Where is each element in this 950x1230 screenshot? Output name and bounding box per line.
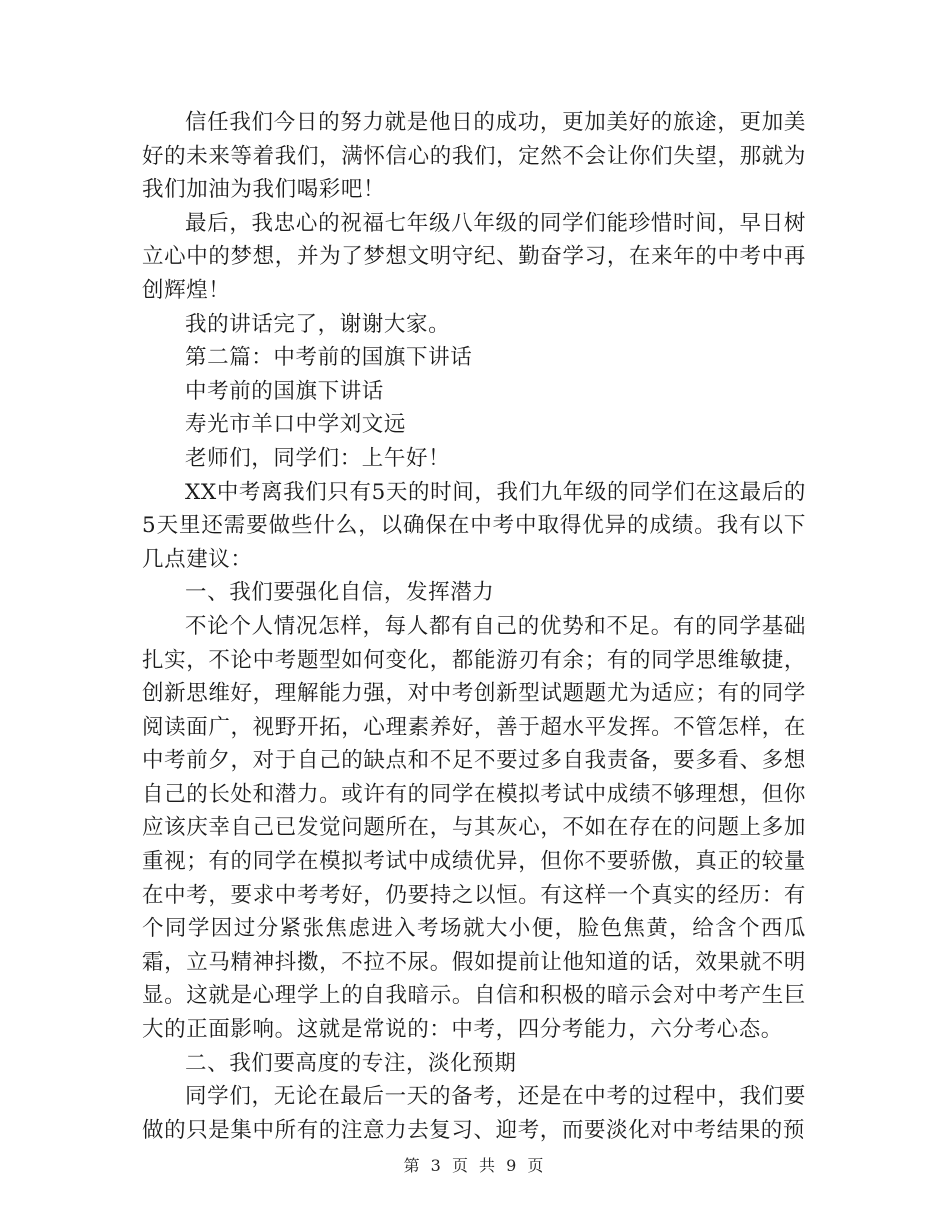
paragraph-closing-wishes: 最后，我忠心的祝福七年级八年级的同学们能珍惜时间，早日树立心中的梦想，并为了梦想文明守纪、勤奋学习，在来年的中考中再创辉煌！: [142, 210, 806, 303]
paragraph-point-two: 同学们，无论在最后一天的备考，还是在中考的过程中，我们要做的只是集中所有的注意力去复习、迎考，而要淡化对中考结果的预: [142, 1084, 806, 1143]
speech-author: 寿光市羊口中学刘文远: [185, 412, 407, 438]
section-heading-part-two: 第二篇：中考前的国旗下讲话: [185, 345, 473, 371]
point-heading-one: 一、我们要强化自信，发挥潜力: [185, 580, 495, 606]
speech-title: 中考前的国旗下讲话: [185, 378, 384, 404]
paragraph-confidence: 信任我们今日的努力就是他日的成功，更加美好的旅途，更加美好的未来等着我们，满怀信心的我们，定然不会让你们失望，那就为我们加油为我们喝彩吧！: [142, 110, 806, 203]
point-heading-two: 二、我们要高度的专注，淡化预期: [185, 1050, 517, 1076]
paragraph-intro: XX中考离我们只有5天的时间，我们九年级的同学们在这最后的5天里还需要做些什么，以确保在中考中取得优异的成绩。我有以下几点建议：: [142, 479, 806, 572]
document-body: [142, 106, 806, 1147]
paragraph-point-one: 不论个人情况怎样，每人都有自己的优势和不足。有的同学基础扎实，不论中考题型如何变化，都能游刃有余；有的同学思维敏捷，创新思维好，理解能力强，对中考创新型试题题尤为适应；有的同学阅读面广，视野开拓，心理素养好，善于超水平发挥。不管怎样，在中考前夕，对于自己的缺点和不足不要过多自我责备，要多看、多想自己的长处和潜力。或许有的同学在模拟考试中成绩不够理想，但你应该庆幸自己已发觉问题所在，与其灰心，不如在存在的问题上多加重视；有的同学在模拟考试中成绩优异，但你不要骄傲，真正的较量在中考，要求中考考好，仍要持之以恒。有这样一个真实的经历：有个同学因过分紧张焦虑进入考场就大小便，脸色焦黄，给含个西瓜霜，立马精神抖擞，不拉不尿。假如提前让他知道的话，效果就不明显。这就是心理学上的自我暗示。自信和积极的暗示会对中考产生巨大的正面影响。这就是常说的：中考，四分考能力，六分考心态。: [142, 613, 806, 1043]
speech-greeting: 老师们，同学们：上午好！: [185, 445, 451, 471]
page-number-footer: 第 3 页 共 9 页: [403, 1156, 547, 1175]
paragraph-speech-end: 我的讲话完了，谢谢大家。: [185, 311, 451, 337]
